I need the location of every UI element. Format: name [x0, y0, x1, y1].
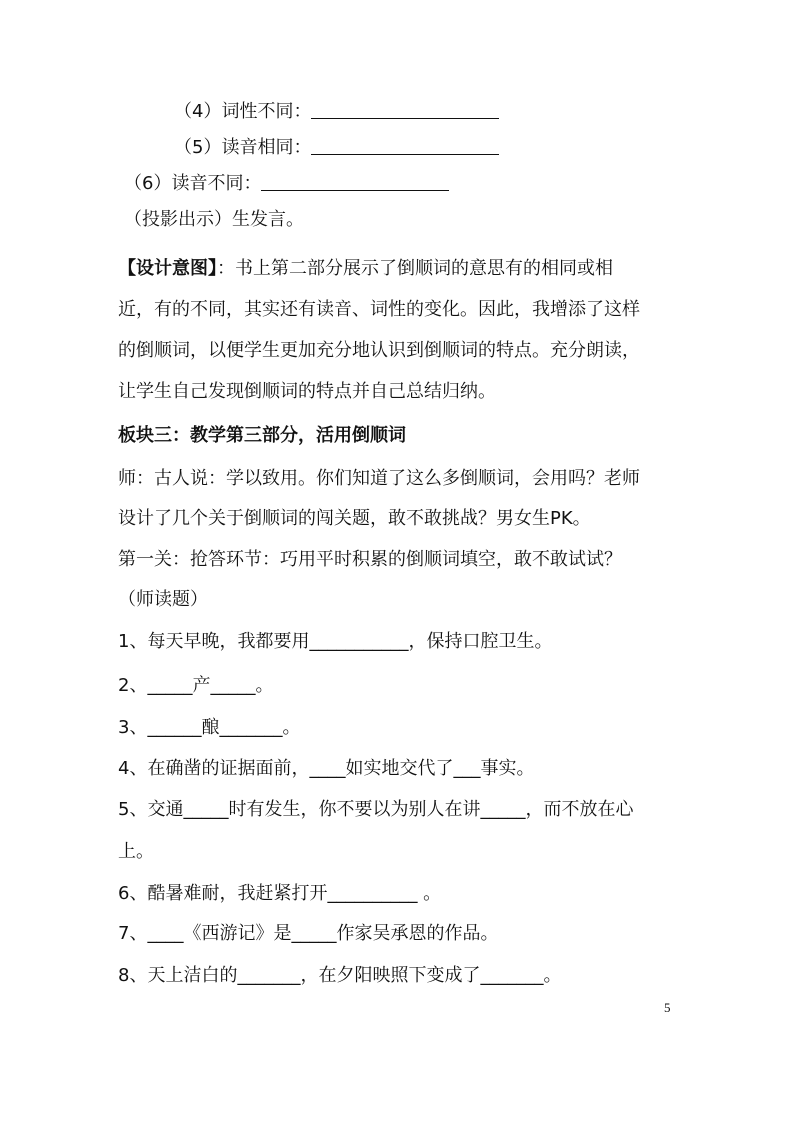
answer-blank[interactable]	[311, 100, 499, 119]
projection-note: （投影出示）生发言。	[124, 209, 304, 230]
design-intent-label: 【设计意图】	[118, 258, 217, 279]
design-intent-line-2: 近，有的不同，其实还有读音、词性的变化。因此，我增添了这样	[118, 299, 640, 320]
level-one-line: 第一关：抢答环节：巧用平时积累的倒顺词填空，敢不敢试试？	[118, 549, 622, 570]
answer-blank[interactable]	[311, 136, 499, 155]
teacher-line-1: 师：古人说：学以致用。你们知道了这么多倒顺词，会用吗？老师	[118, 468, 640, 489]
question-8: 8、天上洁白的_______，在夕阳映照下变成了_______。	[118, 965, 562, 986]
teacher-line-2: 设计了几个关于倒顺词的闯关题，敢不敢挑战？男女生PK。	[118, 508, 591, 529]
question-5-continued: 上。	[118, 841, 154, 862]
item-same-pronunciation	[174, 136, 499, 160]
question-2: 2、_____产_____。	[118, 675, 274, 696]
question-3: 3、______酿_______。	[118, 717, 301, 738]
section-heading: 板块三：教学第三部分，活用倒顺词	[118, 425, 406, 446]
design-intent-line-4: 让学生自己发现倒顺词的特点并自己总结归纳。	[118, 381, 496, 402]
item-different-pronunciation	[124, 172, 449, 196]
design-intent-line-3: 的倒顺词，以便学生更加充分地认识到倒顺词的特点。充分朗读，	[118, 340, 640, 361]
item-label: （6）读音不同：	[124, 173, 262, 194]
design-intent-line-1: 【设计意图】：书上第二部分展示了倒顺词的意思有的相同或相	[118, 258, 613, 279]
item-label: （4）词性不同：	[174, 101, 312, 122]
question-4: 4、在确凿的证据面前，____如实地交代了___事实。	[118, 758, 535, 779]
question-7: 7、____《西游记》是_____作家吴承恩的作品。	[118, 923, 499, 944]
teacher-reads-note: （师读题）	[118, 589, 208, 610]
item-part-of-speech-differs	[174, 100, 499, 124]
question-1: 1、每天早晚，我都要用___________，保持口腔卫生。	[118, 631, 553, 652]
page-number: 5	[664, 1000, 671, 1015]
question-6: 6、酷暑难耐，我赶紧打开__________ 。	[118, 883, 442, 904]
question-5: 5、交通_____时有发生，你不要以为别人在讲_____，而不放在心	[118, 799, 634, 820]
answer-blank[interactable]	[261, 172, 449, 191]
item-label: （5）读音相同：	[174, 137, 312, 158]
